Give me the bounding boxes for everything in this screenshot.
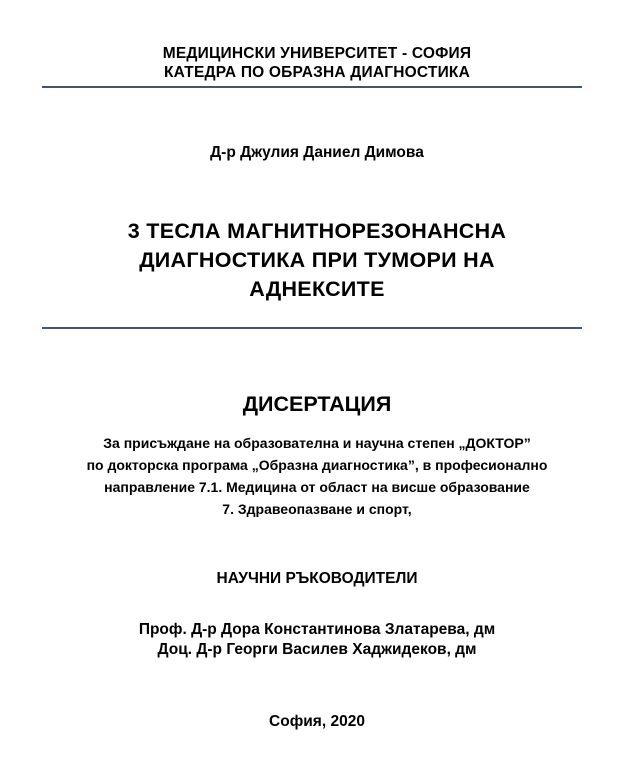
- title-rule: [42, 327, 582, 329]
- thesis-title-line-2: ДИАГНОСТИКА ПРИ ТУМОРИ НА: [139, 248, 495, 272]
- header-rule: [42, 86, 582, 88]
- supervisor-name-2: Доц. Д-р Георги Василев Хаджидеков, дм: [157, 641, 477, 658]
- supervisors-heading: НАУЧНИ РЪКОВОДИТЕЛИ: [216, 570, 418, 587]
- purpose-line-2: по докторска програма „Образна диагностика”, в професионално: [86, 457, 548, 473]
- university-name: МЕДИЦИНСКИ УНИВЕРСИТЕТ - СОФИЯ: [162, 45, 472, 62]
- thesis-title-line-1: 3 ТЕСЛА МАГНИТНОРЕЗОНАНСНА: [127, 219, 507, 243]
- department-name: КАТЕДРА ПО ОБРАЗНА ДИАГНОСТИКА: [164, 64, 470, 81]
- supervisor-name-1: Проф. Д-р Дора Константинова Златарева, дм: [138, 621, 496, 638]
- place-and-year: София, 2020: [269, 713, 365, 730]
- thesis-title-line-3: АДНЕКСИТЕ: [249, 277, 385, 301]
- purpose-line-1: За присъждане на образователна и научна степен „ДОКТОР”: [103, 435, 531, 451]
- purpose-line-3: направление 7.1. Медицина от област на висше образование: [104, 479, 530, 495]
- purpose-line-4: 7. Здравеопазване и спорт,: [222, 501, 412, 517]
- author-name: Д-р Джулия Даниел Димова: [210, 144, 424, 161]
- document-type: ДИСЕРТАЦИЯ: [242, 392, 392, 416]
